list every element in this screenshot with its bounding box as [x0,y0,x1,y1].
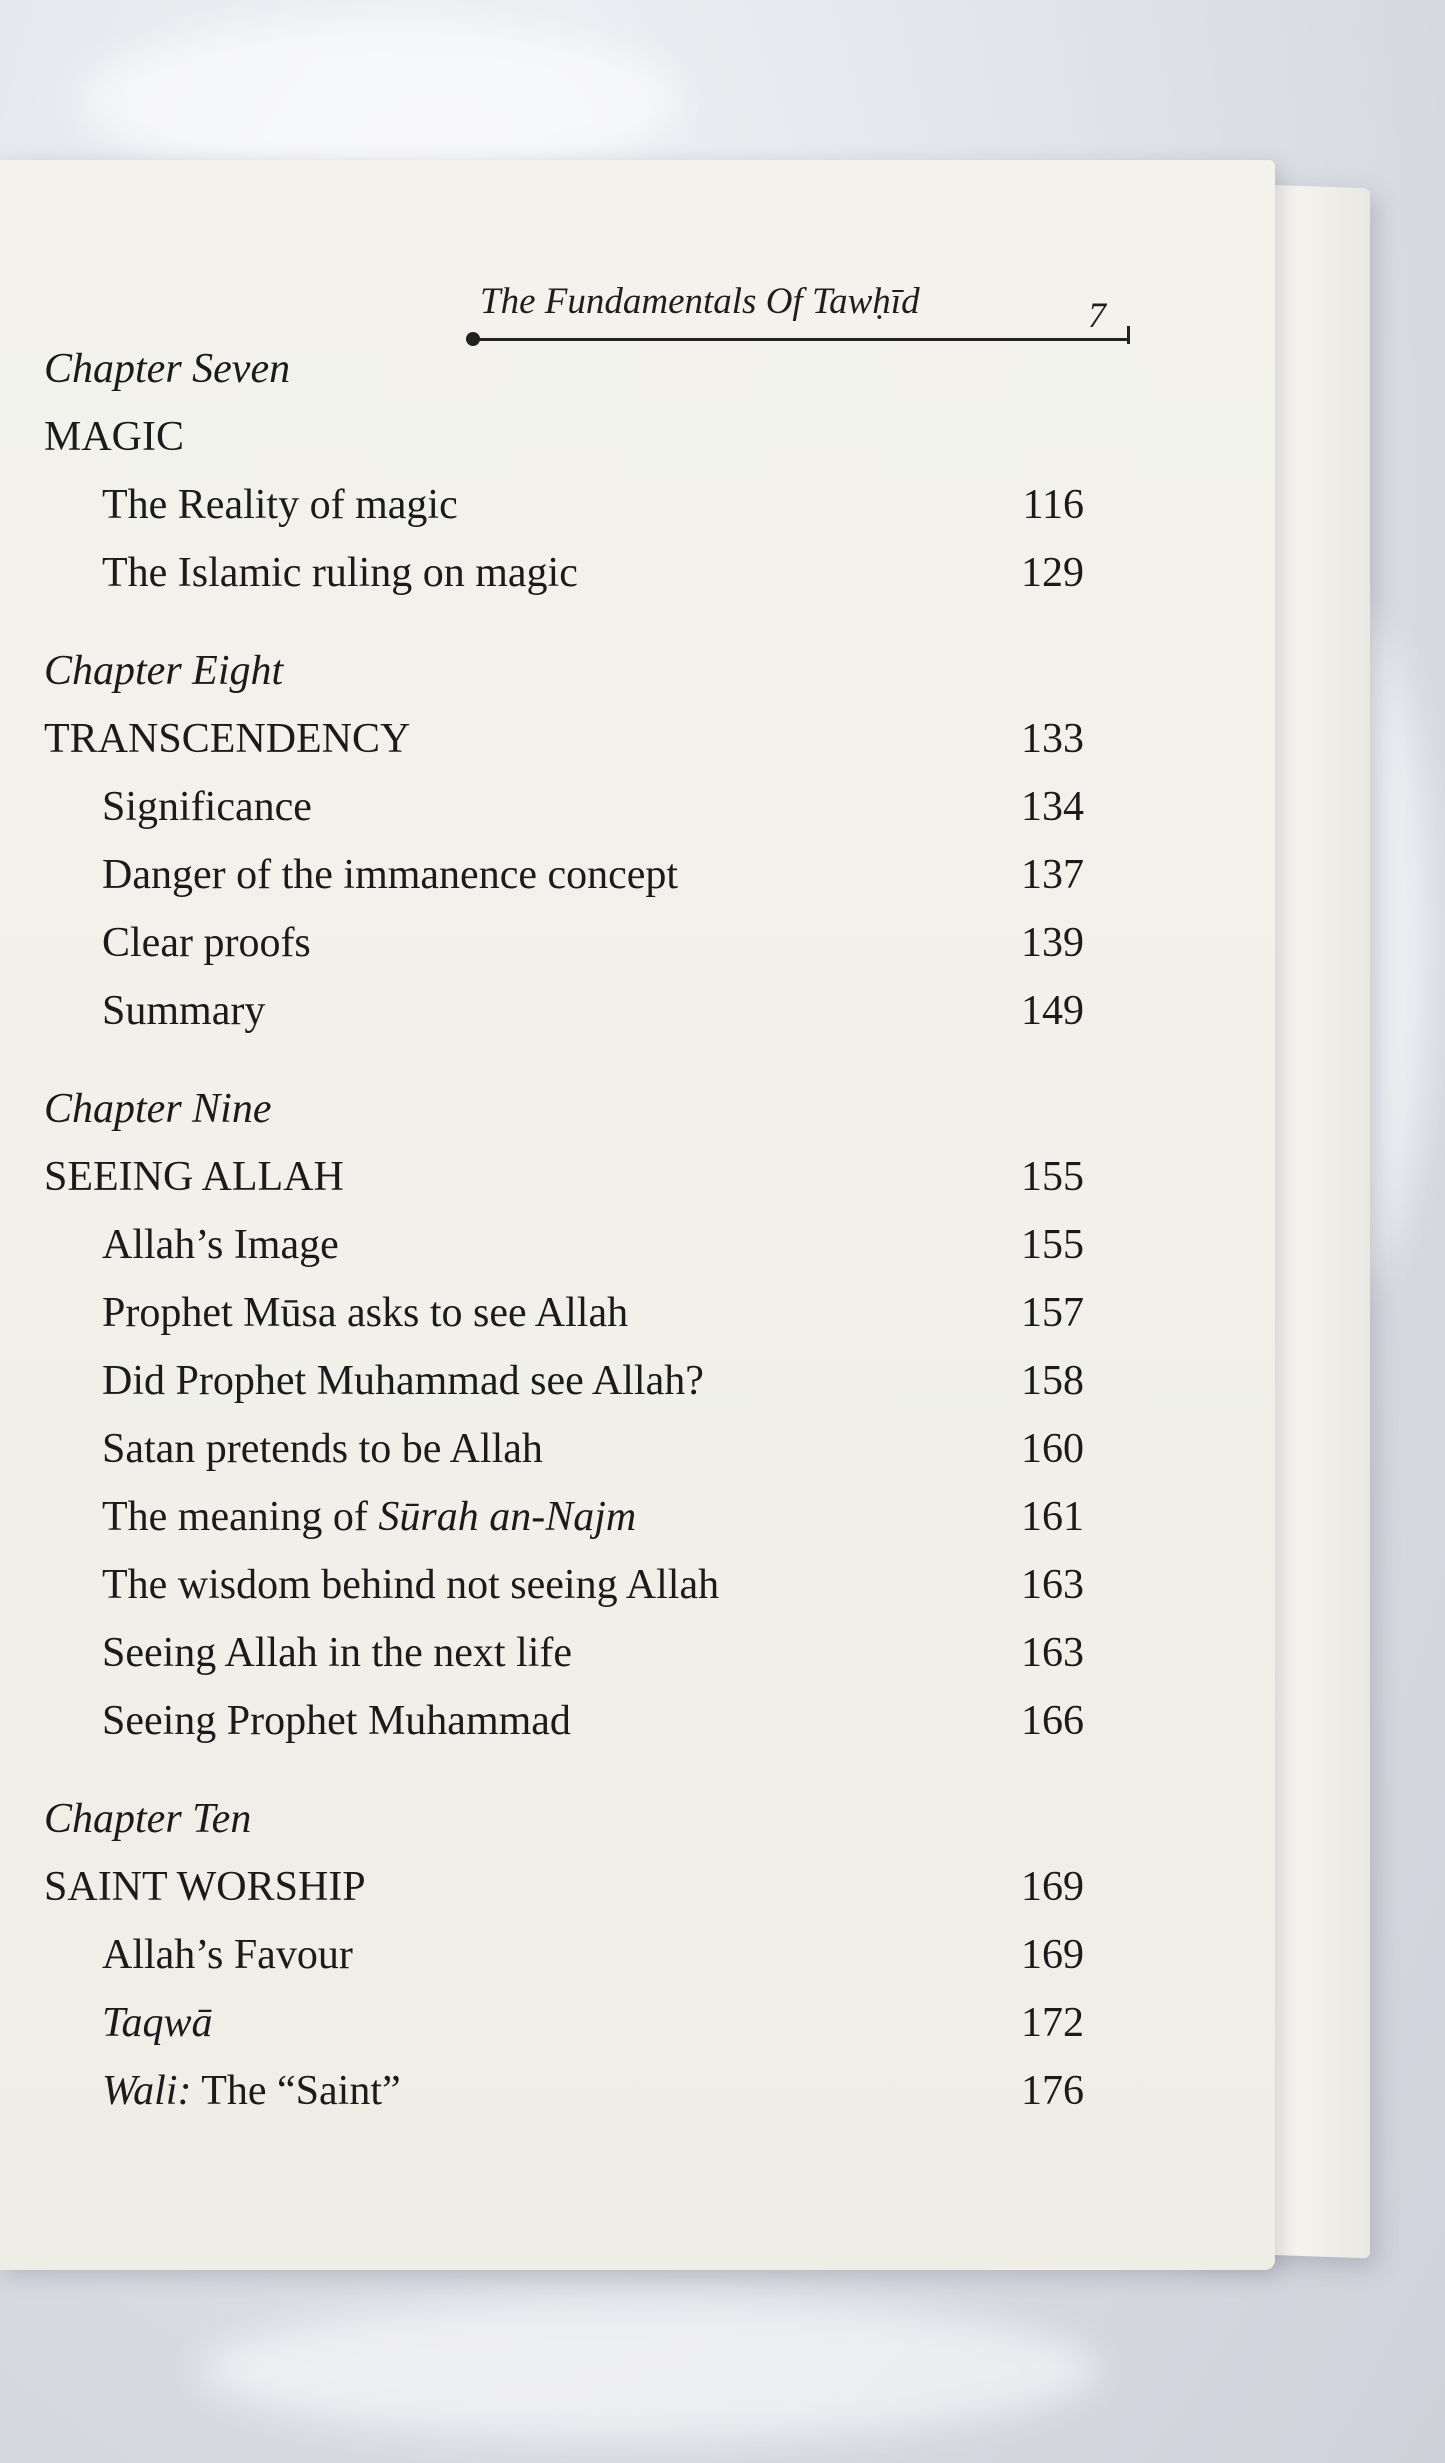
chapter-block [44,335,1084,607]
toc-entry-page: 163 [1021,1562,1084,1608]
toc-entry [44,471,1084,539]
toc-entry-page: 163 [1021,1630,1084,1676]
toc-entry-text: The meaning of Sūrah an-Najm [102,1494,637,1540]
toc-entry-text: Seeing Prophet Muhammad [102,1698,571,1744]
toc-entry-text: Satan pretends to be Allah [102,1426,543,1472]
toc-entry [44,1415,1084,1483]
toc-entry-text: Allah’s Image [102,1222,339,1268]
toc-entry-page: 157 [1021,1290,1084,1336]
toc-entry-page: 158 [1021,1358,1084,1404]
chapter-title: SAINT WORSHIP [44,1864,366,1910]
surah-name-italic: Sūrah an-Najm [378,1494,637,1540]
toc-entry [44,977,1084,1045]
chapter-block [44,1075,1084,1755]
wali-italic: Wali: [102,2068,192,2114]
chapter-block [44,1785,1084,2125]
toc-entry [44,1619,1084,1687]
toc-entry-page: 129 [1021,550,1084,596]
fur-highlight [200,2300,1100,2440]
toc-entry-page: 166 [1021,1698,1084,1744]
chapter-block [44,637,1084,1045]
chapter-label: Chapter Nine [44,1086,272,1132]
fur-highlight [80,20,680,180]
toc-entry [44,1347,1084,1415]
toc-entry-page: 155 [1021,1222,1084,1268]
toc-entry-text: Wali: The “Saint” [102,2068,401,2114]
toc-entry-page: 139 [1021,920,1084,966]
toc-entry [44,841,1084,909]
chapter-title-row [44,1143,1084,1211]
chapter-title-row [44,705,1084,773]
chapter-label: Chapter Ten [44,1796,252,1842]
toc-entry-text: Did Prophet Muhammad see Allah? [102,1358,704,1404]
toc-entry-page: 161 [1021,1494,1084,1540]
toc-entry-page: 137 [1021,852,1084,898]
chapter-page: 133 [1021,716,1084,762]
chapter-title-row [44,1853,1084,1921]
toc-entry [44,773,1084,841]
toc-entry-text: Clear proofs [102,920,311,966]
header-rule-tick [1127,326,1130,344]
toc-entry-text: The Islamic ruling on magic [102,550,578,596]
toc-entry-page: 149 [1021,988,1084,1034]
chapter-title: MAGIC [44,414,185,460]
toc-entry-text: Seeing Allah in the next life [102,1630,573,1676]
toc-entry-text: Danger of the immanence concept [102,852,679,898]
chapter-page [994,403,1084,471]
toc-entry [44,1551,1084,1619]
chapter-title-row [44,403,1084,471]
toc-entry-text: Significance [102,784,312,830]
table-of-contents [44,335,1084,2155]
toc-entry [44,539,1084,607]
chapter-label: Chapter Eight [44,648,284,694]
header-page-number: 7 [1088,295,1106,335]
toc-entry-page: 160 [1021,1426,1084,1472]
toc-entry [44,1687,1084,1755]
toc-entry-text: Summary [102,988,266,1034]
chapter-label: Chapter Seven [44,346,291,392]
toc-entry-text: The Reality of magic [102,482,458,528]
toc-entry [44,909,1084,977]
toc-entry-page: 169 [1021,1932,1084,1978]
toc-entry-page: 172 [1021,2000,1084,2046]
toc-entry [44,1921,1084,1989]
toc-entry-text: Allah’s Favour [102,1932,353,1978]
chapter-page: 169 [1021,1864,1084,1910]
chapter-page: 155 [1021,1154,1084,1200]
toc-entry-page: 116 [1022,482,1084,528]
toc-entry-page: 134 [1021,784,1084,830]
toc-entry [44,1989,1084,2057]
toc-entry [44,1279,1084,1347]
toc-entry [44,1211,1084,1279]
toc-entry-page: 176 [1021,2068,1084,2114]
chapter-title: SEEING ALLAH [44,1154,344,1200]
chapter-title: TRANSCENDENCY [44,716,411,762]
toc-entry-text: Taqwā [102,2000,213,2046]
toc-entry-text: Prophet Mūsa asks to see Allah [102,1290,629,1336]
toc-entry-text: The wisdom behind not seeing Allah [102,1562,720,1608]
toc-entry [44,1483,1084,1551]
toc-entry [44,2057,1084,2125]
header-title: The Fundamentals Of Tawḥīd [480,281,920,322]
